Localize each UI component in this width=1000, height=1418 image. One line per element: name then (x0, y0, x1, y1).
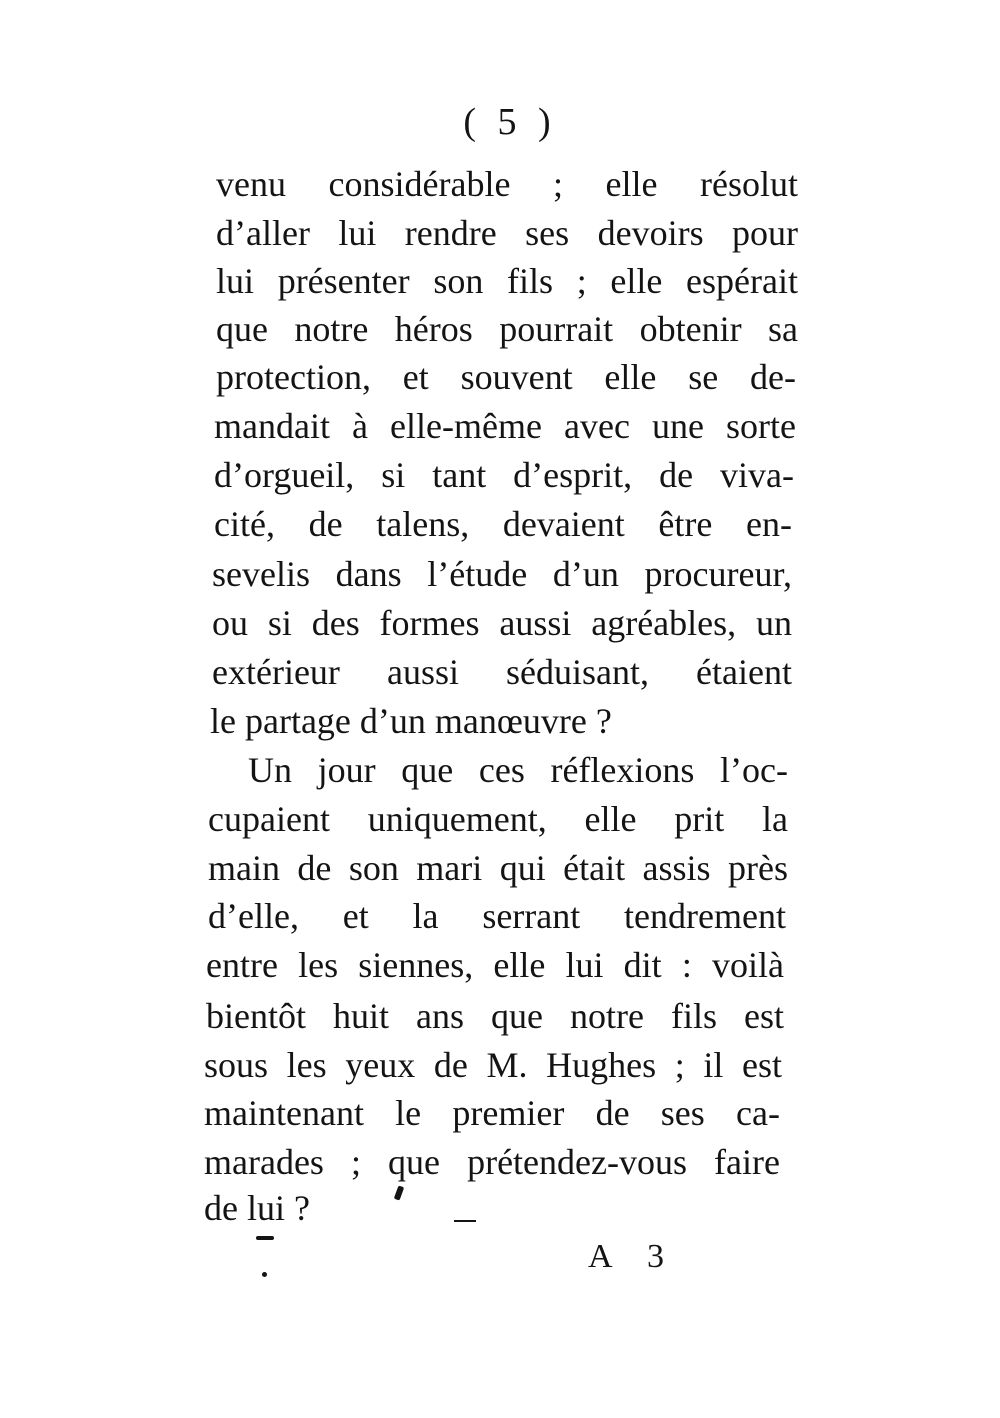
text-line: main de son mari qui était assis près (208, 848, 788, 888)
text-line: d’elle, et la serrant tendrement (208, 896, 786, 936)
text-line: sous les yeux de M. Hughes ; il est (204, 1045, 782, 1085)
text-line: d’orgueil, si tant d’esprit, de viva- (214, 455, 794, 495)
text-line: le partage d’un manœuvre ? (210, 701, 612, 741)
page-number: ( 5 ) (463, 101, 557, 143)
text-line: entre les siennes, elle lui dit : voilà (206, 945, 784, 985)
ink-dash (454, 1220, 476, 1222)
text-line: extérieur aussi séduisant, étaient (212, 652, 792, 692)
text-line: lui présenter son fils ; elle espérait (216, 261, 798, 301)
signature-mark: A 3 (588, 1238, 664, 1275)
text-line: cupaient uniquement, elle prit la (208, 799, 788, 839)
text-line: mandait à elle-même avec une sorte (214, 406, 796, 446)
ink-dot (262, 1272, 267, 1277)
text-line: maintenant le premier de ses ca- (204, 1093, 780, 1133)
text-line: de lui ? (204, 1188, 310, 1228)
text-line: cité, de talens, devaient être en- (214, 504, 792, 544)
text-line: Un jour que ces réflexions l’oc- (248, 750, 788, 790)
text-line: d’aller lui rendre ses devoirs pour (216, 213, 798, 253)
text-line: marades ; que prétendez-vous faire (204, 1142, 780, 1182)
ink-dash (256, 1236, 274, 1240)
text-line: protection, et souvent elle se de- (216, 357, 796, 397)
text-line: que notre héros pourrait obtenir sa (216, 309, 798, 349)
text-line: sevelis dans l’étude d’un procureur, (212, 554, 792, 594)
text-line: bientôt huit ans que notre fils est (206, 996, 784, 1036)
text-line: ou si des formes aussi agréables, un (212, 603, 792, 643)
text-line: venu considérable ; elle résolut (216, 164, 798, 204)
ink-speck (394, 1185, 404, 1200)
